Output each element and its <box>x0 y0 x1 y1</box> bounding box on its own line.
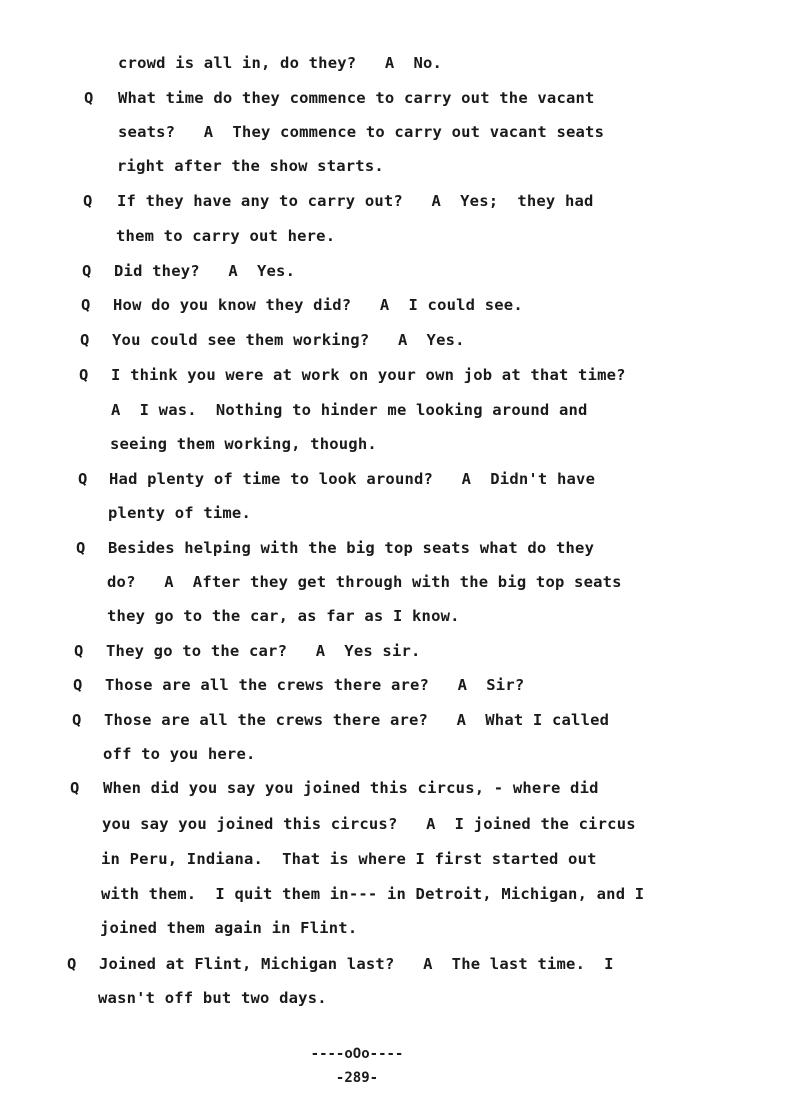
question-marker: Q <box>84 89 94 107</box>
transcript-line: joined them again in Flint. <box>100 919 358 937</box>
transcript-line: crowd is all in, do they? A No. <box>118 54 443 72</box>
transcript-line: Had plenty of time to look around? A Didn't have <box>109 470 596 488</box>
question-marker: Q <box>80 331 90 349</box>
transcript-line: How do you know they did? A I could see. <box>113 296 523 314</box>
page-number: -289- <box>335 1070 379 1086</box>
question-marker: Q <box>67 955 77 973</box>
question-marker: Q <box>82 262 92 280</box>
transcript-line: seats? A They commence to carry out vacant seats <box>118 123 605 141</box>
question-marker: Q <box>81 296 91 314</box>
transcript-line: you say you joined this circus? A I joined the circus <box>102 815 636 833</box>
transcript-line: Did they? A Yes. <box>114 262 296 280</box>
question-marker: Q <box>70 779 80 797</box>
transcript-line: What time do they commence to carry out the vacant <box>118 89 595 107</box>
transcript-line: When did you say you joined this circus, - where did <box>103 779 599 797</box>
transcript-line: in Peru, Indiana. That is where I first started out <box>101 850 597 868</box>
question-marker: Q <box>78 470 88 488</box>
transcript-line: Those are all the crews there are? A Sir? <box>105 676 525 694</box>
question-marker: Q <box>72 711 82 729</box>
transcript-line: right after the show starts. <box>117 157 384 175</box>
transcript-line: do? A After they get through with the big top seats <box>107 573 622 591</box>
transcript-line: If they have any to carry out? A Yes; they had <box>117 192 594 210</box>
question-marker: Q <box>73 676 83 694</box>
question-marker: Q <box>79 366 89 384</box>
transcript-line: Besides helping with the big top seats what do they <box>108 539 595 557</box>
section-separator: ----oOo---- <box>310 1046 404 1062</box>
transcript-line: seeing them working, though. <box>110 435 377 453</box>
question-marker: Q <box>76 539 86 557</box>
transcript-line: Joined at Flint, Michigan last? A The last time. I <box>99 955 614 973</box>
transcript-line: You could see them working? A Yes. <box>112 331 465 349</box>
transcript-line: Those are all the crews there are? A What I called <box>104 711 610 729</box>
transcript-line: wasn't off but two days. <box>98 989 327 1007</box>
transcript-line: off to you here. <box>103 745 256 763</box>
transcript-line: A I was. Nothing to hinder me looking around and <box>111 401 588 419</box>
transcript-line: They go to the car? A Yes sir. <box>106 642 421 660</box>
transcript-line: them to carry out here. <box>116 227 336 245</box>
question-marker: Q <box>83 192 93 210</box>
transcript-line: with them. I quit them in--- in Detroit, Michigan, and I <box>101 885 645 903</box>
question-marker: Q <box>74 642 84 660</box>
transcript-line: plenty of time. <box>108 504 251 522</box>
transcript-line: I think you were at work on your own job at that time? <box>111 366 626 384</box>
transcript-line: they go to the car, as far as I know. <box>107 607 460 625</box>
